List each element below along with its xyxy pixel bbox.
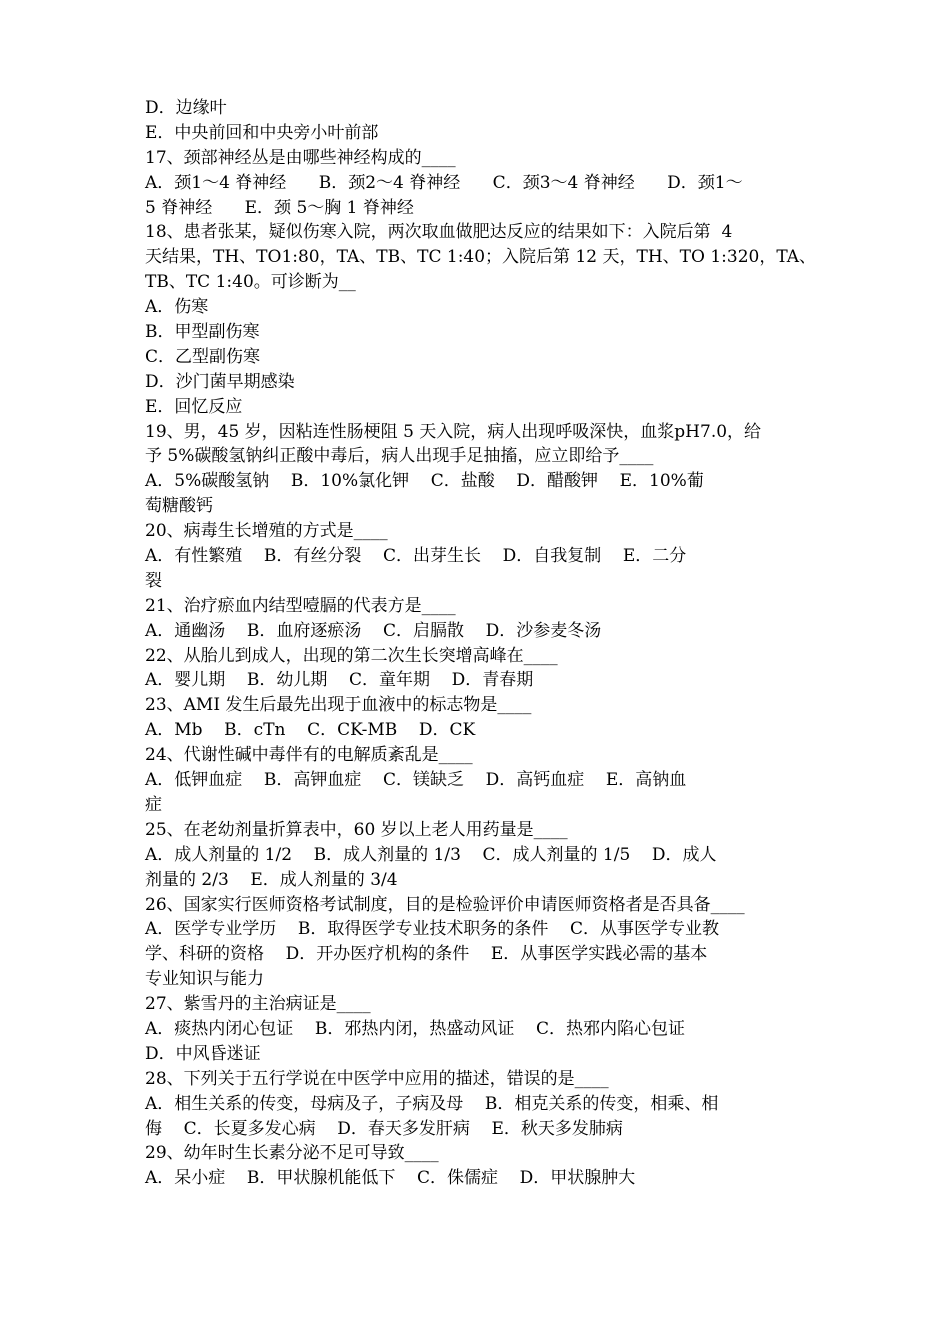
question-27: 27、紫雪丹的主治病证是____ [145, 994, 371, 1015]
text-line: A．医学专业学历 B．取得医学专业技术职务的条件 C．从事医学专业教 [145, 919, 720, 940]
text-line: A．5%碳酸氢钠 B．10%氯化钾 C．盐酸 D．醋酸钾 E．10%葡 [145, 471, 704, 492]
text-line: B．甲型副伤寒 [145, 322, 260, 343]
text-line: 专业知识与能力 [145, 969, 264, 990]
question-23: 23、AMI 发生后最先出现于血液中的标志物是____ [145, 695, 532, 716]
text-line: A．通幽汤 B．血府逐瘀汤 C．启膈散 D．沙参麦冬汤 [145, 620, 602, 641]
text-line: 侮 C．长夏多发心病 D．春天多发肝病 E．秋天多发肺病 [145, 1118, 623, 1139]
text-line: A．低钾血症 B．高钾血症 C．镁缺乏 D．高钙血症 E．高钠血 [145, 770, 687, 791]
text-line: D．边缘叶 [145, 98, 227, 118]
text-line: 剂量的 2/3 E．成人剂量的 3/4 [145, 869, 398, 890]
text-line: 萄糖酸钙 [145, 496, 213, 517]
text-line: C．乙型副伤寒 [145, 346, 261, 367]
text-line: A．痰热内闭心包证 B．邪热内闭，热盛动风证 C．热邪内陷心包证 [145, 1018, 686, 1039]
question-29: 29、幼年时生长素分泌不足可导致____ [145, 1143, 439, 1164]
text-line: 5 脊神经 E．颈 5～胸 1 脊神经 [145, 197, 414, 218]
text-line: 裂 [145, 570, 162, 591]
text-line: A．Mb B．cTn C．CK-MB D．CK [145, 720, 476, 741]
text-line: 学、科研的资格 D．开办医疗机构的条件 E．从事医学实践必需的基本 [145, 944, 708, 965]
text-line: 天结果，TH、TO1:80，TA、TB、TC 1:40；入院后第 12 天，TH、TO 1:320，TA、 [145, 247, 817, 268]
question-22: 22、从胎儿到成人，出现的第二次生长突增高峰在____ [145, 645, 558, 666]
question-21: 21、治疗瘀血内结型噎膈的代表方是____ [145, 595, 456, 616]
question-18: 18、患者张某，疑似伤寒入院，两次取血做肥达反应的结果如下：入院后第 4 [145, 222, 733, 243]
text-line: A．颈1～4 脊神经 B．颈2～4 脊神经 C．颈3～4 脊神经 D．颈1～ [145, 172, 743, 193]
text-line: A．成人剂量的 1/2 B．成人剂量的 1/3 C．成人剂量的 1/5 D．成人 [145, 844, 717, 865]
text-line: D．沙门菌早期感染 [145, 371, 295, 392]
question-26: 26、国家实行医师资格考试制度，目的是检验评价申请医师资格者是否具备____ [145, 894, 745, 915]
text-line: E．回忆反应 [145, 396, 243, 417]
text-line: A．婴儿期 B．幼儿期 C．童年期 D．青春期 [145, 670, 534, 691]
text-line: A．有性繁殖 B．有丝分裂 C．出芽生长 D．自我复制 E．二分 [145, 546, 687, 567]
text-line: 症 [145, 794, 162, 815]
text-line: A．伤寒 [145, 297, 209, 318]
question-19: 19、男，45 岁，因粘连性肠梗阻 5 天入院，病人出现呼吸深快，血浆pH7.0，给 [145, 421, 762, 442]
text-line: A．呆小症 B．甲状腺机能低下 C．侏儒症 D．甲状腺肿大 [145, 1168, 636, 1189]
document-page [145, 96, 817, 1191]
text-line: D．中风昏迷证 [145, 1043, 261, 1064]
text-line: E．中央前回和中央旁小叶前部 [145, 122, 379, 143]
question-20: 20、病毒生长增殖的方式是____ [145, 521, 388, 542]
question-28: 28、下列关于五行学说在中医学中应用的描述，错误的是____ [145, 1068, 609, 1089]
text-line: 予 5%碳酸氢钠纠正酸中毒后，病人出现手足抽搐，应立即给予____ [145, 446, 654, 467]
question-17: 17、颈部神经丛是由哪些神经构成的____ [145, 147, 456, 168]
question-25: 25、在老幼剂量折算表中，60 岁以上老人用药量是____ [145, 819, 568, 840]
question-24: 24、代谢性碱中毒伴有的电解质紊乱是____ [145, 745, 473, 766]
text-line: TB、TC 1:40。可诊断为__ [145, 272, 356, 293]
text-line: A．相生关系的传变，母病及子，子病及母 B．相克关系的传变，相乘、相 [145, 1093, 719, 1114]
